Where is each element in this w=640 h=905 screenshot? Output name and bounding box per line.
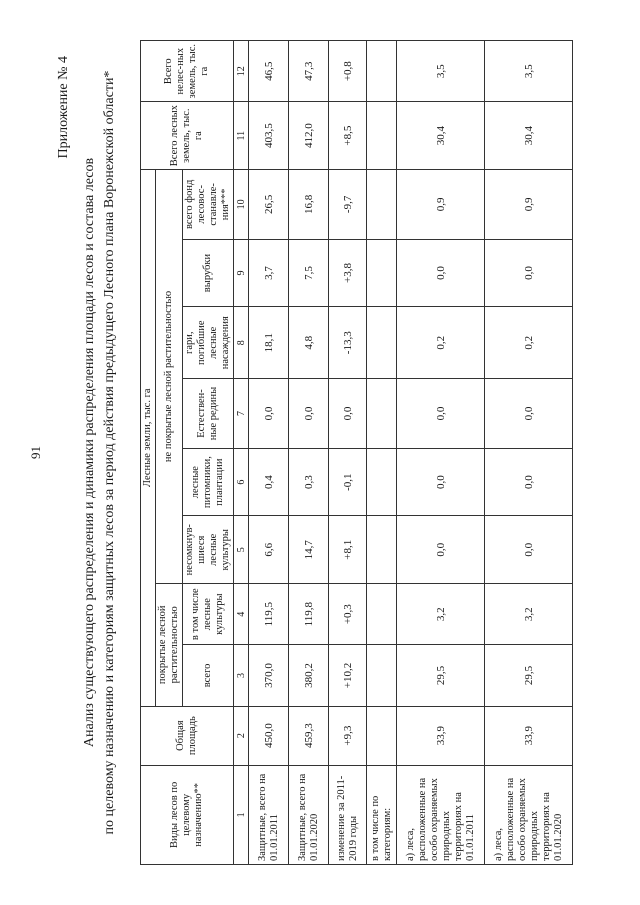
value-cell: 14,7 bbox=[289, 516, 329, 584]
value-cell: 0,3 bbox=[289, 448, 329, 516]
value-cell: 33,9 bbox=[397, 706, 485, 765]
page-number: 91 bbox=[28, 446, 43, 459]
value-cell: 0,0 bbox=[249, 379, 289, 449]
row-label-cell: Защитные, всего на 01.01.2011 bbox=[249, 765, 289, 864]
value-cell: -13,3 bbox=[329, 307, 367, 379]
value-cell: 47,3 bbox=[289, 41, 329, 102]
value-cell bbox=[367, 379, 397, 449]
value-cell: 0,0 bbox=[289, 379, 329, 449]
value-cell: 3,2 bbox=[397, 584, 485, 645]
value-cell: +8,5 bbox=[329, 102, 367, 170]
value-cell bbox=[367, 448, 397, 516]
value-cell: 450,0 bbox=[249, 706, 289, 765]
forest-distribution-table bbox=[140, 40, 573, 865]
column-number-cell: 4 bbox=[234, 584, 249, 645]
value-cell: +10,2 bbox=[329, 645, 367, 706]
value-cell bbox=[367, 645, 397, 706]
value-cell: 18,1 bbox=[249, 307, 289, 379]
value-cell: 0,9 bbox=[397, 169, 485, 239]
value-cell: 0,9 bbox=[485, 169, 573, 239]
value-cell: +3,8 bbox=[329, 239, 367, 307]
value-cell bbox=[367, 584, 397, 645]
column-number-cell: 10 bbox=[234, 169, 249, 239]
value-cell: 0,4 bbox=[249, 448, 289, 516]
table-row bbox=[329, 41, 367, 865]
value-cell: 412,0 bbox=[289, 102, 329, 170]
value-cell bbox=[367, 102, 397, 170]
value-cell: 29,5 bbox=[485, 645, 573, 706]
column-number-cell: 2 bbox=[234, 706, 249, 765]
value-cell: 0,2 bbox=[397, 307, 485, 379]
value-cell: 0,0 bbox=[397, 448, 485, 516]
value-cell: +0,8 bbox=[329, 41, 367, 102]
value-cell bbox=[367, 307, 397, 379]
value-cell: 0,0 bbox=[397, 379, 485, 449]
value-cell: 0,0 bbox=[485, 379, 573, 449]
row-label-cell: в том числе по категориям: bbox=[367, 765, 397, 864]
value-cell: 4,8 bbox=[289, 307, 329, 379]
header-reforestation-fund: всего фонд лесовос-станавле-ния*** bbox=[183, 169, 234, 239]
value-cell: 0,2 bbox=[485, 307, 573, 379]
row-label-cell: изменение за 2011-2019 годы bbox=[329, 765, 367, 864]
value-cell bbox=[367, 706, 397, 765]
value-cell: 30,4 bbox=[485, 102, 573, 170]
value-cell: 0,0 bbox=[329, 379, 367, 449]
value-cell: 370,0 bbox=[249, 645, 289, 706]
column-numbers-row bbox=[234, 41, 249, 865]
value-cell: 3,5 bbox=[485, 41, 573, 102]
value-cell: 380,2 bbox=[289, 645, 329, 706]
table-row bbox=[249, 41, 289, 865]
header-forest-lands: Лесные земли, тыс. га bbox=[141, 169, 156, 706]
value-cell: 119,8 bbox=[289, 584, 329, 645]
header-nurseries: лесные питомники, плантации bbox=[183, 448, 234, 516]
value-cell bbox=[367, 239, 397, 307]
row-label-cell: а) леса, расположенные на особо охраняемых природных территориях на 01.01.2011 bbox=[397, 765, 485, 864]
column-number-cell: 7 bbox=[234, 379, 249, 449]
column-number-cell: 1 bbox=[234, 765, 249, 864]
value-cell: 0,0 bbox=[485, 448, 573, 516]
column-number-cell: 3 bbox=[234, 645, 249, 706]
column-number-cell: 6 bbox=[234, 448, 249, 516]
header-natural-gaps: Естествен-ные редины bbox=[183, 379, 234, 449]
row-label-cell: а) леса, расположенные на особо охраняемых природных территориях на 01.01.2020 bbox=[485, 765, 573, 864]
value-cell: -9,7 bbox=[329, 169, 367, 239]
value-cell: 16,8 bbox=[289, 169, 329, 239]
value-cell: 0,0 bbox=[485, 239, 573, 307]
column-number-cell: 8 bbox=[234, 307, 249, 379]
header-not-covered: не покрытые лесной растительностью bbox=[156, 169, 183, 583]
value-cell: 0,0 bbox=[397, 239, 485, 307]
value-cell: -0,1 bbox=[329, 448, 367, 516]
value-cell: 0,0 bbox=[485, 516, 573, 584]
value-cell bbox=[367, 41, 397, 102]
value-cell: +0,3 bbox=[329, 584, 367, 645]
header-total-nonforest-lands: Всего нелес-ных земель, тыс. га bbox=[141, 41, 234, 102]
value-cell bbox=[367, 169, 397, 239]
header-total-area: Общая площадь bbox=[141, 706, 234, 765]
header-unclosed-cultures: несомкнув-шиеся лесные культуры bbox=[183, 516, 234, 584]
document-title-line-1: Анализ существующего распределения и динамики распределения площади лесов и состава лесов bbox=[82, 157, 97, 748]
value-cell: 3,5 bbox=[397, 41, 485, 102]
value-cell: 3,7 bbox=[249, 239, 289, 307]
appendix-label: Приложение № 4 bbox=[56, 56, 71, 159]
header-clearings: вырубки bbox=[183, 239, 234, 307]
value-cell: 3,2 bbox=[485, 584, 573, 645]
row-label-cell: Защитные, всего на 01.01.2020 bbox=[289, 765, 329, 864]
value-cell: 459,3 bbox=[289, 706, 329, 765]
value-cell: 6,6 bbox=[249, 516, 289, 584]
value-cell: 403,5 bbox=[249, 102, 289, 170]
value-cell: 26,5 bbox=[249, 169, 289, 239]
column-number-cell: 11 bbox=[234, 102, 249, 170]
column-number-cell: 9 bbox=[234, 239, 249, 307]
header-row-1 bbox=[141, 41, 156, 865]
value-cell: 0,0 bbox=[397, 516, 485, 584]
value-cell: 119,5 bbox=[249, 584, 289, 645]
table-row bbox=[289, 41, 329, 865]
header-covered: покрытые лесной растительностью bbox=[156, 584, 183, 707]
table-row bbox=[485, 41, 573, 865]
column-number-cell: 12 bbox=[234, 41, 249, 102]
value-cell: 29,5 bbox=[397, 645, 485, 706]
header-covered-all: всего bbox=[183, 645, 234, 706]
value-cell: 30,4 bbox=[397, 102, 485, 170]
value-cell bbox=[367, 516, 397, 584]
table-row bbox=[367, 41, 397, 865]
header-burned: гари, погибшие лесные насаждения bbox=[183, 307, 234, 379]
value-cell: +8,1 bbox=[329, 516, 367, 584]
value-cell: 46,5 bbox=[249, 41, 289, 102]
value-cell: +9,3 bbox=[329, 706, 367, 765]
header-forest-types: Виды лесов по целевому назначению** bbox=[141, 765, 234, 864]
document-title-line-2: по целевому назначению и категориям защитных лесов за период действия предыдущего Лесного плана Воронежской области* bbox=[102, 70, 117, 835]
header-total-forest-lands: Всего лесных земель, тыс. га bbox=[141, 102, 234, 170]
value-cell: 7,5 bbox=[289, 239, 329, 307]
value-cell: 33,9 bbox=[485, 706, 573, 765]
column-number-cell: 5 bbox=[234, 516, 249, 584]
table-row bbox=[397, 41, 485, 865]
header-covered-cultures: в том числе лесные культуры bbox=[183, 584, 234, 645]
